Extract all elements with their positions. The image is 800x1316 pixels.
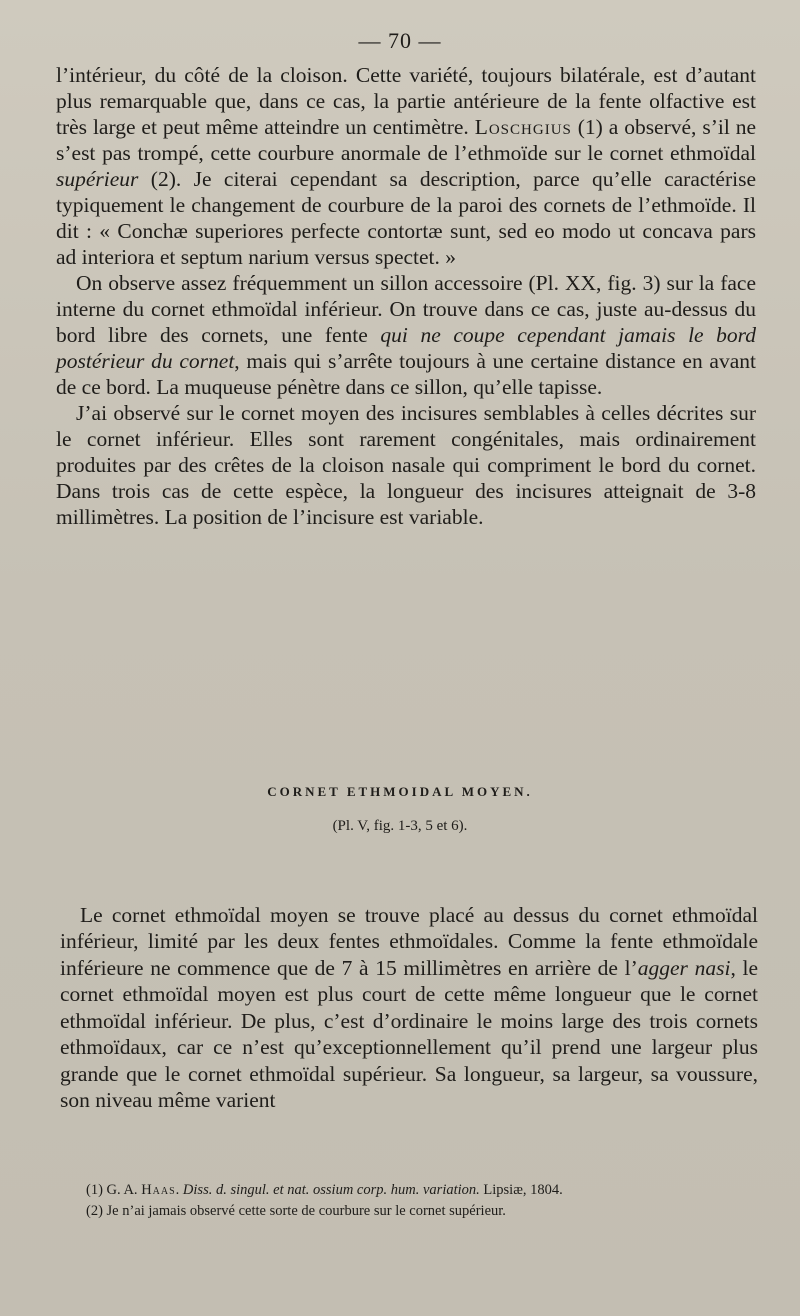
footnote	[68, 1180, 764, 1201]
text-run: (1) a observé, s’il ne s’est pas trompé, cette courbure anormale de l’ethmoïde sur le cornet ethmoïdal	[56, 115, 756, 165]
section-title: CORNET ETHMOIDAL MOYEN.	[267, 784, 533, 799]
italic-text: Diss. d. singul. et nat. ossium corp. hum. variation.	[182, 1182, 480, 1198]
text-run: l’intérieur, du côté de la cloison. Cette variété, toujours bilatérale, est d’autant plus remarquable que, dans ce cas, la partie antérieure de la fente olfactive est très large et peut même atteindre un centimètre.	[56, 63, 756, 139]
italic-text: supérieur	[56, 167, 139, 191]
text-run: (2). Je citerai cependant sa description, parce qu’elle caractérise typiquement le changement de courbure de la paroi des cornets de l’ethmoïde. Il dit : « Conchæ superiores perfecte contortæ sunt, sed eo modo ut concava pars ad interiora et septum narium versus spectet. »	[56, 167, 756, 269]
main-text-bottom	[60, 880, 758, 1135]
text-run: (1) G. A.	[86, 1182, 142, 1198]
text-run: Lipsiæ, 1804.	[479, 1182, 563, 1198]
text-run: (2) Je n’ai jamais observé cette sorte de courbure sur le cornet supérieur.	[86, 1203, 506, 1219]
paragraph	[56, 62, 756, 270]
italic-text: agger nasi	[637, 955, 731, 980]
section-subtitle: (Pl. V, fig. 1-3, 5 et 6).	[332, 818, 468, 834]
text-run: On observe assez fréquemment un sillon accessoire (Pl. XX, fig. 3) sur la face interne du cornet ethmoïdal inférieur. On trouve dans ce cas, juste au-dessus du bord libre des cornets, une fente	[56, 271, 756, 347]
text-run: , mais qui s’arrête toujours à une certaine distance en avant de ce bord. La muqueuse pénètre dans ce sillon, qu’elle tapisse.	[56, 349, 756, 399]
text-run: J’ai observé sur le cornet moyen des incisures semblables à celles décrites sur le cornet inférieur. Elles sont rarement congénitales, mais ordinairement produites par des crêtes de la cloison nasale qui compriment le bord du cornet. Dans trois cas de cette espèce, la longueur des incisures atteignait de 3-8 millimètres. La position de l’incisure est variable.	[56, 401, 756, 529]
paragraph	[60, 902, 758, 1114]
text-run: Le cornet ethmoïdal moyen se trouve placé au dessus du cornet ethmoïdal inférieur, limité par les deux fentes ethmoïdales. Comme la fente ethmoïdale inférieure ne commence que de 7 à 15 millimètres en arrière de l’	[60, 902, 758, 980]
smallcaps-name: Haas	[141, 1182, 176, 1198]
footnote	[68, 1201, 764, 1222]
footnotes	[68, 1180, 764, 1222]
text-run: , le cornet ethmoïdal moyen est plus court de cette même longueur que le cornet ethmoïdal inférieur. De plus, c’est d’ordinaire le moins large des trois cornets ethmoïdaux, car ce n’est qu’exceptionnellement qu’il prend une largeur plus grande que le cornet ethmoïdal supérieur. Sa longueur, sa largeur, sa voussure, son niveau même varient	[60, 955, 758, 1112]
italic-text: qui ne coupe cependant jamais le bord postérieur du cornet	[56, 323, 756, 373]
paragraph	[56, 400, 756, 530]
smallcaps-name: Loschgius	[474, 115, 572, 139]
main-text-top	[56, 62, 756, 530]
text-run: .	[175, 1182, 183, 1198]
paragraph	[56, 270, 756, 400]
page-number: — 70 —	[358, 28, 442, 53]
